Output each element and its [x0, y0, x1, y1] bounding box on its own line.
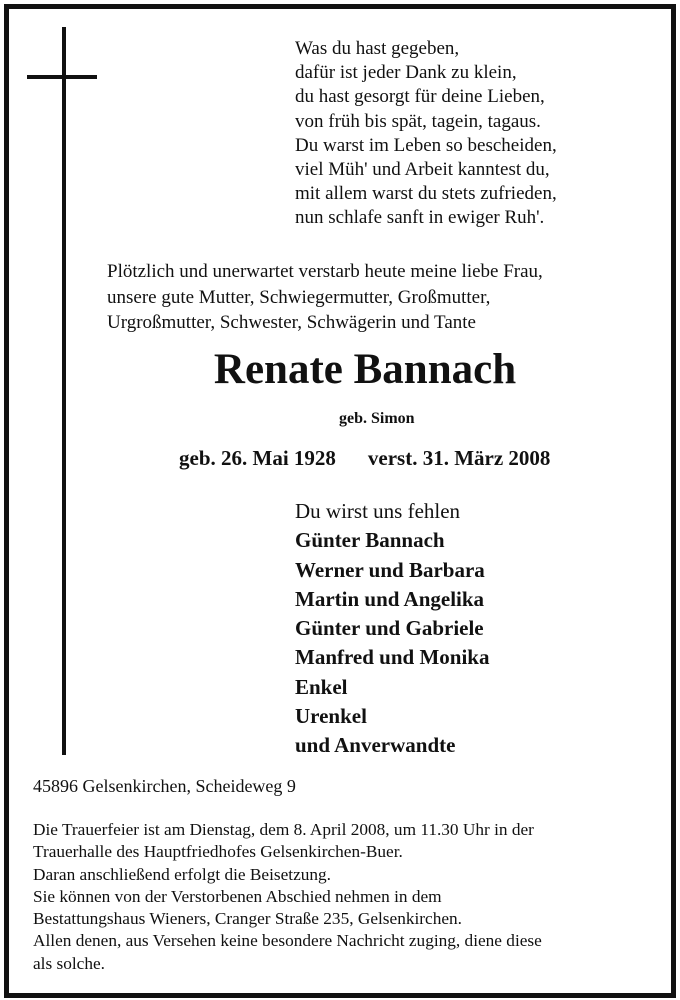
- address: 45896 Gelsenkirchen, Scheideweg 9: [33, 776, 296, 796]
- poem-line: Was du hast gegeben,: [295, 38, 460, 59]
- announcement-line: unsere gute Mutter, Schwiegermutter, Großmutter,: [107, 286, 491, 308]
- mourner: Werner und Barbara: [295, 557, 485, 582]
- death-date: verst. 31. März 2008: [367, 446, 551, 470]
- life-dates: [179, 445, 550, 471]
- birth-date: geb. 26. Mai 1928: [179, 446, 336, 470]
- service-line: Allen denen, aus Versehen keine besondere Nachricht zuging, diene diese: [33, 931, 542, 951]
- poem-line: dafür ist jeder Dank zu klein,: [295, 62, 517, 84]
- maiden-name: geb. Simon: [339, 410, 415, 427]
- service-info: [33, 819, 663, 975]
- poem: [295, 37, 665, 231]
- poem-line: du hast gesorgt für deine Lieben,: [295, 86, 545, 108]
- announcement-line: Plötzlich und unerwartet verstarb heute meine liebe Frau,: [107, 261, 543, 282]
- mourner: Günter Bannach: [295, 528, 445, 553]
- announcement-text: [107, 259, 667, 336]
- service-line: Sie können von der Verstorbenen Abschied nehmen in dem: [33, 886, 442, 906]
- deceased-name: Renate Bannach: [213, 346, 517, 393]
- mourners-list: [295, 497, 490, 761]
- service-line: Trauerhalle des Hauptfriedhofes Gelsenkirchen-Buer.: [33, 842, 403, 862]
- poem-line: viel Müh' und Arbeit kanntest du,: [295, 159, 550, 181]
- mourner: Martin und Angelika: [295, 586, 485, 611]
- service-line: Bestattungshaus Wieners, Cranger Straße 235, Gelsenkirchen.: [33, 909, 462, 929]
- mourner: Urenkel: [295, 704, 367, 729]
- poem-line: mit allem warst du stets zufrieden,: [295, 183, 557, 205]
- poem-line: von früh bis spät, tagein, tagaus.: [295, 110, 541, 132]
- mourner: Enkel: [295, 674, 348, 699]
- service-line: als solche.: [33, 953, 105, 973]
- mourner: Manfred und Monika: [295, 645, 490, 670]
- poem-line: Du warst im Leben so bescheiden,: [295, 134, 557, 156]
- service-line: Daran anschließend erfolgt die Beisetzung.: [33, 864, 331, 884]
- cross-icon-bar: [27, 75, 97, 79]
- service-line: Die Trauerfeier ist am Dienstag, dem 8. April 2008, um 11.30 Uhr in der: [33, 820, 534, 839]
- announcement-line: Urgroßmutter, Schwester, Schwägerin und Tante: [107, 312, 476, 333]
- mourner: und Anverwandte: [295, 733, 456, 758]
- obituary-frame: [4, 4, 676, 998]
- mourners-lead: Du wirst uns fehlen: [295, 499, 461, 523]
- mourner: Günter und Gabriele: [295, 616, 484, 641]
- poem-line: nun schlafe sanft in ewiger Ruh'.: [295, 207, 545, 229]
